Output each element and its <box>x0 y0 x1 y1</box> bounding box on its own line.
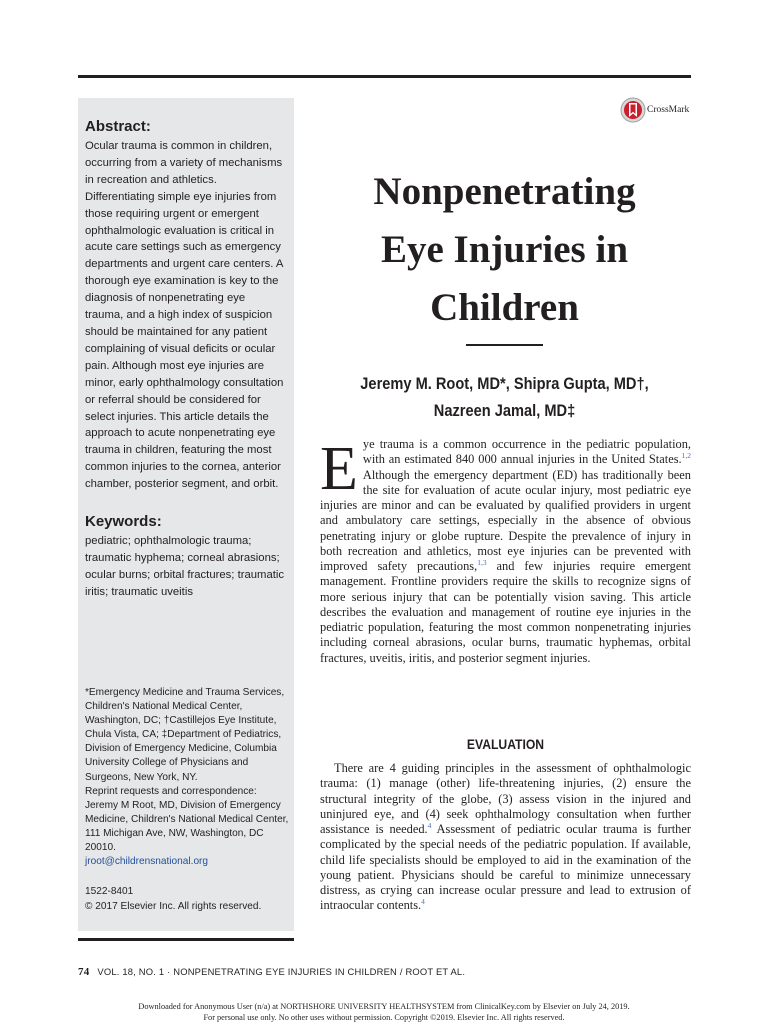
copyright: © 2017 Elsevier Inc. All rights reserved. <box>85 901 262 912</box>
drop-cap: E <box>320 435 358 503</box>
running-footer <box>78 966 465 978</box>
issn: 1522-8401 <box>85 886 134 897</box>
eval-text-1: There are 4 guiding principles in the assessment of ophthalmologic trauma: (1) manage (other) life-threatening injuries, (2) ensure the structural integrity of the globe, (3) assess vision in the injured and uninjured eye, and (4) seek ophthalmology consultation when further assistance is needed. <box>320 761 691 836</box>
authors-line-1: Jeremy M. Root, MD*, Shipra Gupta, MD†, <box>360 374 649 393</box>
authors <box>344 370 665 424</box>
reference-link[interactable]: 4 <box>421 897 425 907</box>
article-title <box>318 163 691 337</box>
correspondence: Reprint requests and correspondence: Jeremy M Root, MD, Division of Emergency Medicine, Children's National Medical Center, 111 Michigan Ave, NW, Washington, DC 20010. <box>85 785 289 854</box>
top-rule <box>78 75 691 78</box>
crossmark-icon <box>620 97 646 123</box>
email-link[interactable]: jroot@childrensnational.org <box>85 856 209 868</box>
reference-link[interactable]: 1,3 <box>477 557 487 567</box>
abstract-heading: Abstract: <box>85 118 151 135</box>
download-line-1: Downloaded for Anonymous User (n/a) at NORTHSHORE UNIVERSITY HEALTHSYSTEM from ClinicalKey.com by Elsevier on July 24, 2019. <box>138 1002 630 1011</box>
reference-link[interactable]: 4 <box>427 820 432 830</box>
section-heading-evaluation: EVALUATION <box>466 737 545 752</box>
title-line-2: Eye Injuries in <box>380 228 629 271</box>
keywords-text: pediatric; ophthalmologic trauma; traumatic hyphema; corneal abrasions; ocular burns; orbital fractures; traumatic iritis; traumatic uveitis <box>85 535 285 598</box>
intro-text-2: Although the emergency department (ED) has traditionally been the site for evaluation of acute ocular injury, most pediatric eye injuries are minor and can be evaluated by qualified providers in urgent and ambulatory care settings, especially in the absence of obvious penetrating injury or globe rupture. Despite the prevalence of injury in both recreation and athletics, most eye injuries can be prevented with improved safety precautions, <box>320 467 691 573</box>
intro-paragraph <box>320 437 691 666</box>
reference-link[interactable]: 1,2 <box>681 451 691 461</box>
title-line-3: Children <box>430 286 579 329</box>
running-head: VOL. 18, NO. 1 · NONPENETRATING EYE INJURIES IN CHILDREN / ROOT ET AL. <box>97 966 466 977</box>
affiliations: *Emergency Medicine and Trauma Services, Children's National Medical Center, Washington, DC; †Castillejos Eye Institute, Chula Vista, CA; ‡Department of Pediatrics, Division of Emergency Medicine, Columbia University College of Physicians and Surgeons, New York, NY. <box>85 687 285 783</box>
affiliations-block <box>85 686 289 869</box>
abstract-text: Ocular trauma is common in children, occurring from a variety of mechanisms in recreation and athletics. Differentiating simple eye injuries from those requiring urgent or emergent ophthalmologic evaluation is critical in acute care settings such as emergency departments and urgent care centers. A thorough eye examination is key to the diagnosis of nonpenetrating eye trauma, and a high index of suspicion should be maintained for any patient complaining of visual deficits or ocular pain. Although most eye injuries are minor, early ophthalmology consultation or referral should be considered for select injuries. This article details the approach to acute nonpenetrating eye trauma in children, featuring the most common injuries to the cornea, anterior chamber, posterior segment, and orbit. <box>85 140 284 491</box>
sidebar <box>78 98 294 931</box>
title-rule <box>466 344 543 346</box>
page-number: 74 <box>78 966 90 978</box>
download-line-2: For personal use only. No other uses without permission. Copyright ©2019. Elsevier Inc. All rights reserved. <box>203 1012 565 1022</box>
issn-block <box>85 884 289 914</box>
intro-text-3: and few injuries require emergent management. Frontline providers require the skills to recognize signs of more serious injury that can be potentially vision saving. This article describes the evaluation and management of routine eye injuries in the pediatric population, featuring the most common nonpenetrating injuries including corneal abrasions, ocular burns, traumatic hyphemas, orbital fractures, uveitis, iritis, and posterior segment injuries. <box>320 559 691 665</box>
sidebar-bottom-rule <box>78 938 294 941</box>
keywords-heading: Keywords: <box>85 513 162 531</box>
crossmark-label: CrossMark <box>647 105 690 115</box>
crossmark-badge[interactable] <box>620 97 689 123</box>
title-line-1: Nonpenetrating <box>373 170 636 213</box>
authors-line-2: Nazreen Jamal, MD‡ <box>433 401 576 420</box>
download-notice <box>0 1002 768 1023</box>
eval-text-2: Assessment of pediatric ocular trauma is further complicated by the special needs of the pediatric population. If available, child life specialists should be employed to aid in the examination of the young patient. Physicians should be careful to minimize unnecessary distress, as crying can increase ocular pressure and lead to extrusion of intraocular contents. <box>320 822 692 913</box>
intro-text-1: ye trauma is a common occurrence in the pediatric population, with an estimated 840 000 annual injuries in the United States. <box>362 437 691 467</box>
evaluation-paragraph <box>320 761 691 914</box>
